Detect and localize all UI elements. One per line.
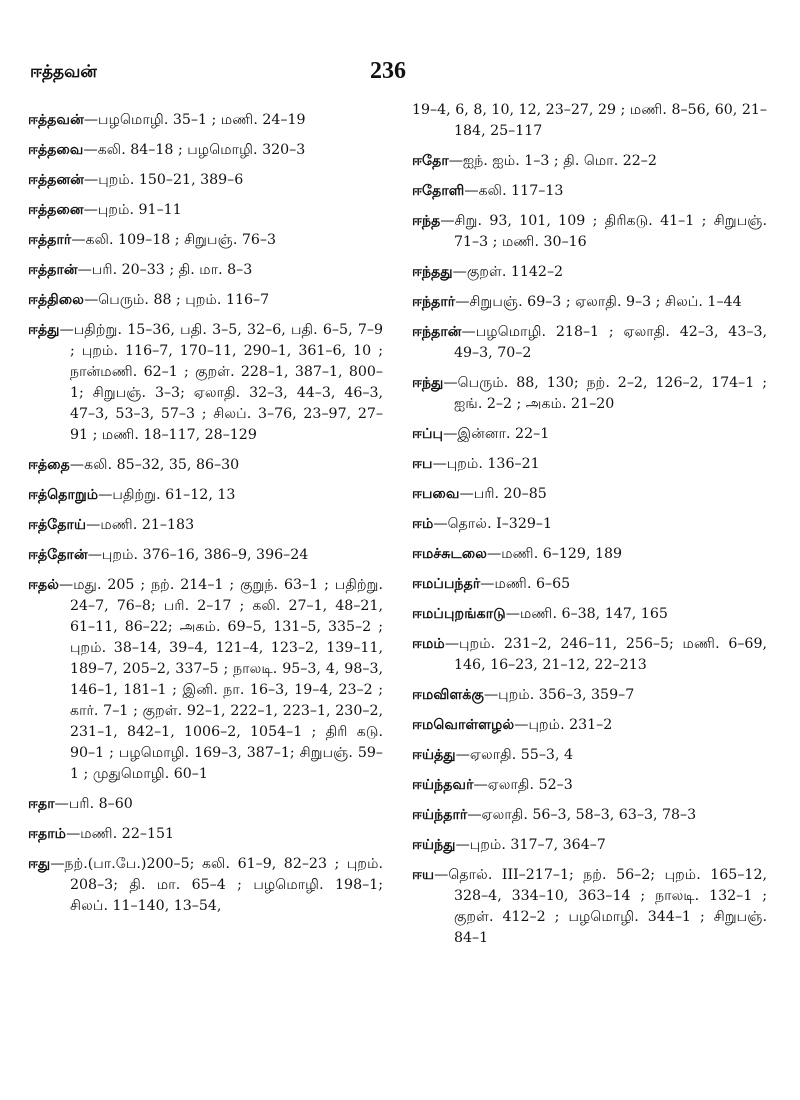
- index-entry: [412, 181, 767, 202]
- entry-headword: ஈதா: [28, 796, 55, 812]
- index-entry: [28, 140, 383, 161]
- entry-references: —புறம். 150–21, 389–6: [84, 172, 244, 188]
- entry-headword: ஈய: [412, 867, 435, 883]
- index-entry: [412, 745, 767, 766]
- index-entry: [412, 775, 767, 796]
- entry-headword: ஈமவிளக்கு: [412, 687, 484, 703]
- index-entry: [28, 230, 383, 251]
- entry-headword: ஈத்தோய்: [28, 517, 87, 533]
- entry-references: —பெரும். 88, 130; நற். 2–2, 126–2, 174–1 ; ஐங். 2–2 ; அகம். 21–20: [443, 375, 767, 412]
- entry-references: —ஐந். ஐம். 1–3 ; தி. மொ. 22–2: [448, 153, 657, 169]
- index-entry: [28, 260, 383, 281]
- entry-headword: ஈமச்சுடலை: [412, 546, 488, 562]
- left-column: [28, 110, 383, 926]
- entry-headword: ஈப்பு: [412, 426, 444, 442]
- index-entry: [28, 794, 383, 815]
- entry-headword: ஈத்தார்: [28, 232, 72, 248]
- entry-headword: ஈமம்: [412, 636, 445, 652]
- index-entry: [412, 100, 767, 142]
- entry-headword: ஈதோ: [412, 153, 449, 169]
- entry-references: —கலி. 84–18 ; பழமொழி. 320–3: [83, 142, 306, 158]
- entry-references: —குறள். 1142–2: [452, 264, 564, 280]
- index-entry: [28, 575, 383, 785]
- entry-references: —புறம். 231–2, 246–11, 256–5; மணி. 6–69, 146, 16–23, 21–12, 22–213: [444, 636, 767, 673]
- entry-references: —தொல். III–217–1; நற். 56–2; புறம். 165–12, 328–4, 334–10, 363–14 ; நாலடி. 132–1 ; குறள். 412–2 ; பழமொழி. 344–1 ; சிறுபஞ். 84–1: [434, 867, 767, 946]
- index-entry: [28, 515, 383, 536]
- entry-references: —பழமொழி. 35–1 ; மணி. 24–19: [83, 112, 306, 128]
- entry-headword: ஈத்தை: [28, 457, 70, 473]
- entry-headword: ஈபவை: [412, 486, 460, 502]
- index-entry: [412, 424, 767, 445]
- entry-references: —மது. 205 ; நற். 214–1 ; குறுந். 63–1 ; பதிற்று. 24–7, 76–8; பரி. 2–17 ; கலி. 27–1, 48–21, 61–11, 86–22; அகம். 69–5, 131–5, 335–2 ; புறம். 38–14, 39–4, 121–4, 123–2, 139–11, 189–7, 205–2, 337–5 ; நாலடி. 95–3, 4, 98–3, 146–1, 181–1 ; இனி. நா. 16–3, 19–4, 23–2 ; கார். 7–1 ; குறள். 92–1, 222–1, 223–1, 230–2, 231–1, 842–1, 1006–2, 1054–1 ; திரி கடு. 90–1 ; பழமொழி. 169–3, 387–1; சிறுபஞ். 59–1 ; முதுமொழி. 60–1: [59, 577, 383, 782]
- right-column: [412, 100, 767, 958]
- entry-headword: ஈத்தனை: [28, 202, 84, 218]
- index-entry: [412, 835, 767, 856]
- entry-references: —மணி. 6–129, 189: [487, 546, 623, 562]
- index-entry: [412, 574, 767, 595]
- entry-headword: ஈத்தான்: [28, 262, 78, 278]
- entry-headword: ஈதாம்: [28, 826, 67, 842]
- index-entry: [412, 262, 767, 283]
- entry-references: —இன்னா. 22–1: [443, 426, 550, 442]
- entry-headword: ஈதல்: [28, 577, 60, 593]
- index-entry: [412, 211, 767, 253]
- entry-references: —கலி. 85–32, 35, 86–30: [69, 457, 240, 473]
- entry-headword: ஈத்தவை: [28, 142, 84, 158]
- entry-headword: ஈமவொள்ளழல்: [412, 717, 515, 733]
- entry-headword: ஈந்து: [412, 375, 444, 391]
- index-entry: [412, 373, 767, 415]
- entry-headword: ஈத்தோன்: [28, 547, 88, 563]
- entry-headword: ஈய்ந்தவர்: [412, 777, 474, 793]
- page-number: 236: [370, 58, 406, 84]
- entry-headword: ஈய்ந்து: [412, 837, 456, 853]
- index-entry: [28, 170, 383, 191]
- entry-references: —பரி. 8–60: [54, 796, 133, 812]
- index-entry: [28, 455, 383, 476]
- index-entry: [28, 854, 383, 917]
- index-entry: [28, 485, 383, 506]
- index-entry: [28, 824, 383, 845]
- entry-headword: ஈய்ந்தார்: [412, 807, 468, 823]
- entry-headword: ஈந்தார்: [412, 294, 456, 310]
- entry-references: —புறம். 136–21: [432, 456, 540, 472]
- entry-references: —பதிற்று. 61–12, 13: [98, 487, 236, 503]
- index-entry: [412, 685, 767, 706]
- entry-headword: ஈத்தனன்: [28, 172, 85, 188]
- entry-references: —மணி. 6–38, 147, 165: [505, 606, 668, 622]
- index-entry: [412, 484, 767, 505]
- index-entry: [28, 290, 383, 311]
- entry-headword: ஈத்தொறும்: [28, 487, 99, 503]
- entry-references: —ஏலாதி. 52–3: [473, 777, 573, 793]
- index-entry: [412, 604, 767, 625]
- index-entry: [412, 715, 767, 736]
- index-entry: [412, 322, 767, 364]
- entry-references: —புறம். 231–2: [514, 717, 613, 733]
- index-entry: [412, 544, 767, 565]
- entry-references: —புறம். 376–16, 386–9, 396–24: [87, 547, 309, 563]
- entry-references: —ஏலாதி. 55–3, 4: [455, 747, 574, 763]
- running-head: ஈத்தவன்: [30, 62, 97, 82]
- entry-headword: ஈப: [412, 456, 433, 472]
- entry-headword: ஈத்தவன்: [28, 112, 84, 128]
- entry-references: —புறம். 91–11: [83, 202, 182, 218]
- entry-references: —பெரும். 88 ; புறம். 116–7: [84, 292, 270, 308]
- entry-headword: ஈம்: [412, 516, 434, 532]
- entry-references: —நற்.(பா.பே.)200–5; கலி. 61–9, 82–23 ; புறம். 208–3; தி. மா. 65–4 ; பழமொழி. 198–1; சிலப். 11–140, 13–54,: [50, 856, 383, 914]
- entry-headword: ஈத்து: [28, 322, 60, 338]
- entry-references: —மணி. 6–65: [480, 576, 571, 592]
- entry-references: —பழமொழி. 218–1 ; ஏலாதி. 42–3, 43–3, 49–3, 70–2: [454, 324, 767, 361]
- entry-references: —பரி. 20–85: [459, 486, 547, 502]
- index-entry: [28, 545, 383, 566]
- entry-references: —பரி. 20–33 ; தி. மா. 8–3: [77, 262, 253, 278]
- entry-references: —ஏலாதி. 56–3, 58–3, 63–3, 78–3: [467, 807, 697, 823]
- entry-headword: ஈமப்பந்தர்: [412, 576, 481, 592]
- entry-references: —மணி. 21–183: [86, 517, 195, 533]
- entry-headword: ஈத்திலை: [28, 292, 85, 308]
- index-entry: [412, 514, 767, 535]
- entry-headword: ஈந்த: [412, 213, 441, 229]
- index-entry: [412, 151, 767, 172]
- entry-references: —பதிற்று. 15–36, பதி. 3–5, 32–6, பதி. 6–5, 7–9 ; புறம். 116–7, 170–11, 290–1, 361–6, 10 ; நான்மணி. 62–1 ; குறள். 228–1, 387–1, 800–1; சிறுபஞ். 3–3; ஏலாதி. 32–3, 44–3, 46–3, 47–3, 53–3, 57–3 ; சிலப். 3–76, 23–97, 27–91 ; மணி. 18–117, 28–129: [59, 322, 383, 443]
- index-entry: [28, 200, 383, 221]
- entry-references: —மணி. 22–151: [66, 826, 175, 842]
- index-entry: [412, 805, 767, 826]
- index-entry: [28, 110, 383, 131]
- entry-references: —கலி. 117–13: [464, 183, 564, 199]
- entry-headword: ஈமப்புறங்காடு: [412, 606, 506, 622]
- index-entry: [28, 320, 383, 446]
- entry-headword: ஈதோளி: [412, 183, 465, 199]
- entry-references: —புறம். 356–3, 359–7: [483, 687, 635, 703]
- index-entry: [412, 292, 767, 313]
- index-entry: [412, 634, 767, 676]
- index-entry: [412, 454, 767, 475]
- entry-headword: ஈந்தான்: [412, 324, 462, 340]
- entry-headword: ஈது: [28, 856, 51, 872]
- entry-headword: ஈந்தது: [412, 264, 453, 280]
- entry-references: 19–4, 6, 8, 10, 12, 23–27, 29 ; மணி. 8–56, 60, 21–184, 25–117: [412, 102, 767, 139]
- entry-references: —சிறுபஞ். 69–3 ; ஏலாதி. 9–3 ; சிலப். 1–44: [455, 294, 742, 310]
- entry-references: —தொல். I–329–1: [433, 516, 552, 532]
- entry-references: —புறம். 317–7, 364–7: [455, 837, 606, 853]
- entry-references: —சிறு. 93, 101, 109 ; திரிகடு. 41–1 ; சிறுபஞ். 71–3 ; மணி. 30–16: [440, 213, 767, 250]
- entry-headword: ஈய்த்து: [412, 747, 456, 763]
- index-entry: [412, 865, 767, 949]
- entry-references: —கலி. 109–18 ; சிறுபஞ். 76–3: [71, 232, 277, 248]
